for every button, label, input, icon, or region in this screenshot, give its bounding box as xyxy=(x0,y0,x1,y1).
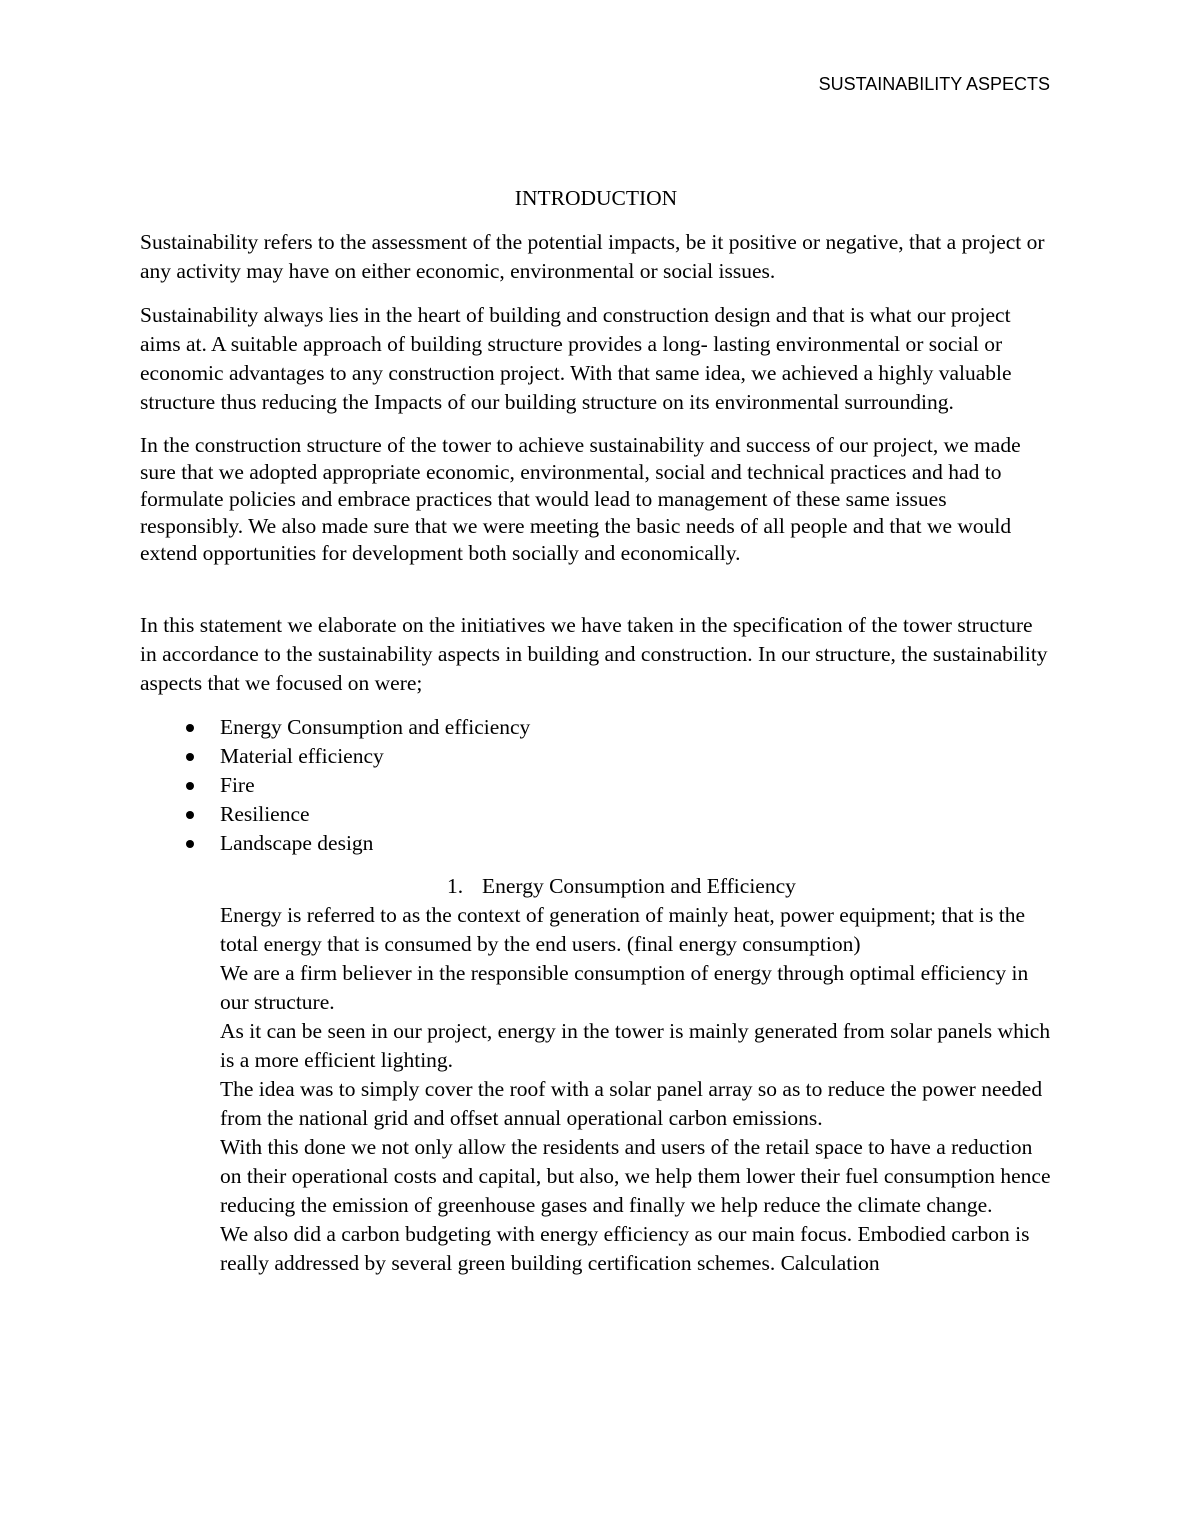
aspects-list xyxy=(140,713,1052,858)
list-item xyxy=(140,742,1052,771)
paragraph-definition: Sustainability refers to the assessment of the potential impacts, be it positive or negative, that a project or any activity may have on either economic, environmental or social issues. xyxy=(140,230,1045,283)
running-header: SUSTAINABILITY ASPECTS xyxy=(818,74,1050,94)
section-line: As it can be seen in our project, energy in the tower is mainly generated from solar panels which is a more efficient lighting. xyxy=(220,1019,1051,1072)
bullet-icon xyxy=(186,811,194,819)
paragraph-practices: In the construction structure of the tower to achieve sustainability and success of our project, we made sure that we adopted appropriate economic, environmental, social and technical practices and had to formulate policies and embrace practices that would lead to management of these same issues responsibly. We also made sure that we were meeting the basic needs of all people and that we would extend opportunities for development both socially and economically. xyxy=(140,433,1021,565)
document-body xyxy=(140,184,1052,1278)
paragraph-statement: In this statement we elaborate on the initiatives we have taken in the specification of the tower structure in accordance to the sustainability aspects in building and construction. In our structure, the sustainability aspects that we focused on were; xyxy=(140,613,1048,695)
paragraph-design: Sustainability always lies in the heart of building and construction design and that is what our project aims at. A suitable approach of building structure provides a long- lasting environmental or social or economic advantages to any construction project. With that same idea, we achieved a highly valuable structure thus reducing the Impacts of our building structure on its environmental surrounding. xyxy=(140,303,1012,414)
section-line: Energy is referred to as the context of generation of mainly heat, power equipment; that is the total energy that is consumed by the end users. (final energy consumption) xyxy=(220,903,1025,956)
list-item-label: Resilience xyxy=(220,802,310,826)
section-line: The idea was to simply cover the roof with a solar panel array so as to reduce the power needed from the national grid and offset annual operational carbon emissions. xyxy=(220,1077,1043,1130)
bullet-icon xyxy=(186,753,194,761)
list-item xyxy=(140,713,1052,742)
section-line: We are a firm believer in the responsible consumption of energy through optimal efficiency in our structure. xyxy=(220,961,1029,1014)
list-item xyxy=(140,771,1052,800)
bullet-icon xyxy=(186,840,194,848)
list-item-label: Fire xyxy=(220,773,255,797)
list-item-label: Material efficiency xyxy=(220,744,384,768)
section-heading-text: Energy Consumption and Efficiency xyxy=(482,874,796,898)
section-number: 1. xyxy=(447,874,464,898)
list-item xyxy=(140,800,1052,829)
section-heading-energy xyxy=(140,872,1052,901)
section-line: With this done we not only allow the residents and users of the retail space to have a reduction on their operational costs and capital, but also, we help them lower their fuel consumption hence reducing the emission of greenhouse gases and finally we help reduce the climate change. xyxy=(220,1135,1051,1217)
section-title: INTRODUCTION xyxy=(514,186,678,210)
bullet-icon xyxy=(186,724,194,732)
section-body-energy xyxy=(140,901,1052,1278)
section-line: We also did a carbon budgeting with energy efficiency as our main focus. Embodied carbon is really addressed by several green building certification schemes. Calculation xyxy=(220,1222,1030,1275)
bullet-icon xyxy=(186,782,194,790)
list-item-label: Energy Consumption and efficiency xyxy=(220,715,531,739)
list-item-label: Landscape design xyxy=(220,831,374,855)
list-item xyxy=(140,829,1052,858)
